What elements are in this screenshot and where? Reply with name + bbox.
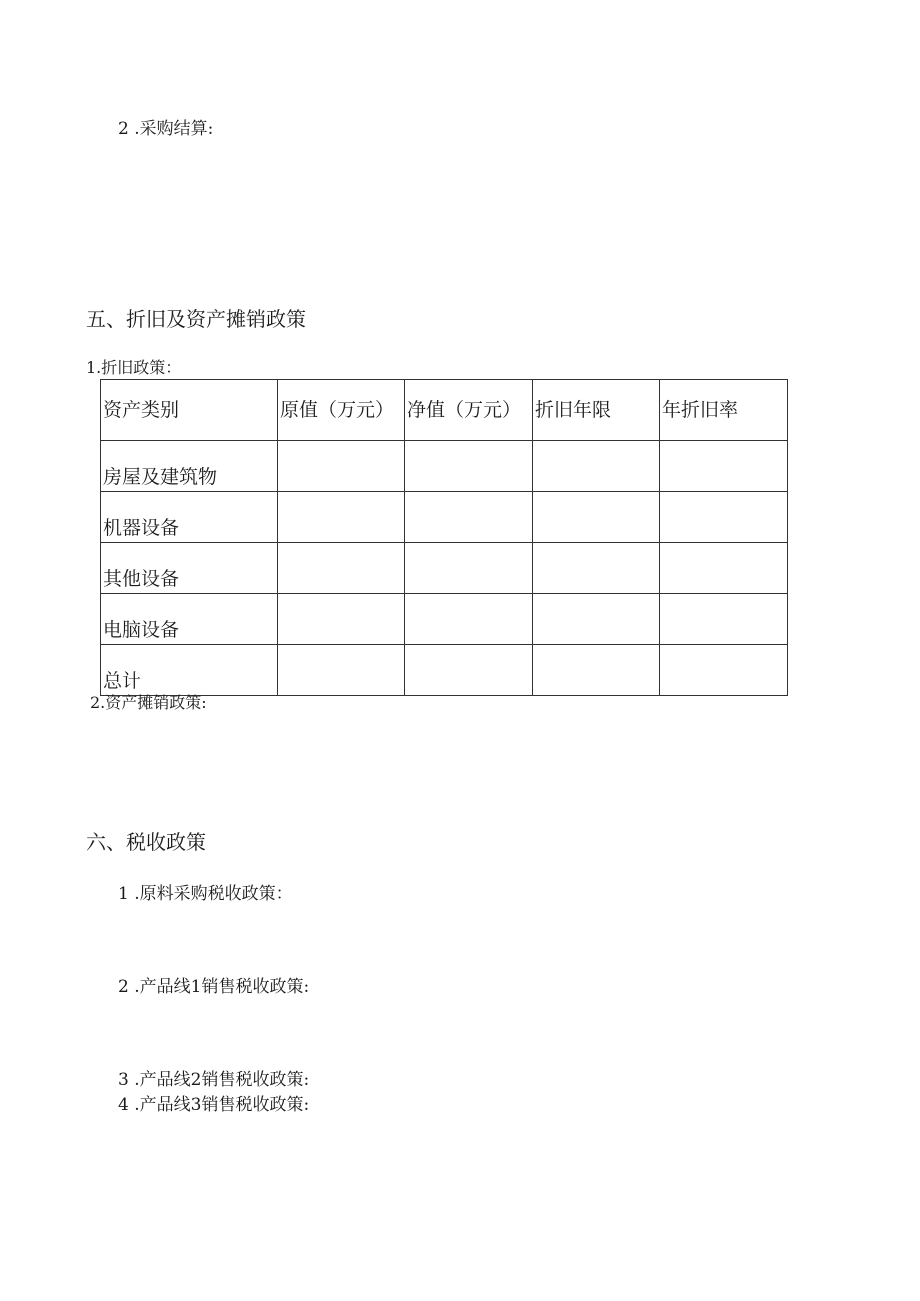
cell-original[interactable] (278, 645, 405, 696)
cell-original[interactable] (278, 492, 405, 543)
cell-net[interactable] (405, 645, 533, 696)
tax-item-raw-purchase: 1 .原料采购税收政策： (118, 884, 293, 904)
table-row (101, 594, 788, 645)
tax-item-product-line-1: 2 .产品线1销售税收政策: (118, 977, 310, 997)
header-original-value: 原值（万元） (278, 380, 405, 441)
cell-years[interactable] (533, 594, 660, 645)
table-row (101, 441, 788, 492)
table-header-row (101, 380, 788, 441)
cell-net[interactable] (405, 441, 533, 492)
table-row (101, 645, 788, 696)
cell-rate[interactable] (660, 645, 788, 696)
amortization-policy-label: 2.资产摊销政策: (90, 693, 207, 712)
depreciation-table (100, 379, 788, 696)
cell-net[interactable] (405, 594, 533, 645)
tax-item-product-line-2: 3 .产品线2销售税收政策: (118, 1070, 310, 1090)
header-annual-rate: 年折旧率 (660, 380, 788, 441)
row-category: 电脑设备 (101, 594, 278, 645)
cell-rate[interactable] (660, 594, 788, 645)
row-category: 房屋及建筑物 (101, 441, 278, 492)
row-category: 总计 (101, 645, 278, 696)
section6-heading: 六、税收政策 (86, 830, 206, 854)
header-depreciation-years: 折旧年限 (533, 380, 660, 441)
cell-original[interactable] (278, 543, 405, 594)
cell-original[interactable] (278, 594, 405, 645)
header-net-value: 净值（万元） (405, 380, 533, 441)
cell-years[interactable] (533, 492, 660, 543)
cell-rate[interactable] (660, 441, 788, 492)
table-row (101, 492, 788, 543)
cell-original[interactable] (278, 441, 405, 492)
cell-years[interactable] (533, 441, 660, 492)
depreciation-policy-label: 1.折旧政策： (86, 358, 182, 377)
cell-years[interactable] (533, 543, 660, 594)
tax-item-product-line-3: 4 .产品线3销售税收政策: (118, 1095, 310, 1115)
cell-net[interactable] (405, 492, 533, 543)
row-category: 其他设备 (101, 543, 278, 594)
section5-heading: 五、折旧及资产摊销政策 (86, 307, 306, 331)
cell-rate[interactable] (660, 492, 788, 543)
cell-net[interactable] (405, 543, 533, 594)
cell-rate[interactable] (660, 543, 788, 594)
cell-years[interactable] (533, 645, 660, 696)
header-category: 资产类别 (101, 380, 278, 441)
table-row (101, 543, 788, 594)
purchase-settlement-label: 2 .采购结算: (118, 119, 214, 139)
row-category: 机器设备 (101, 492, 278, 543)
